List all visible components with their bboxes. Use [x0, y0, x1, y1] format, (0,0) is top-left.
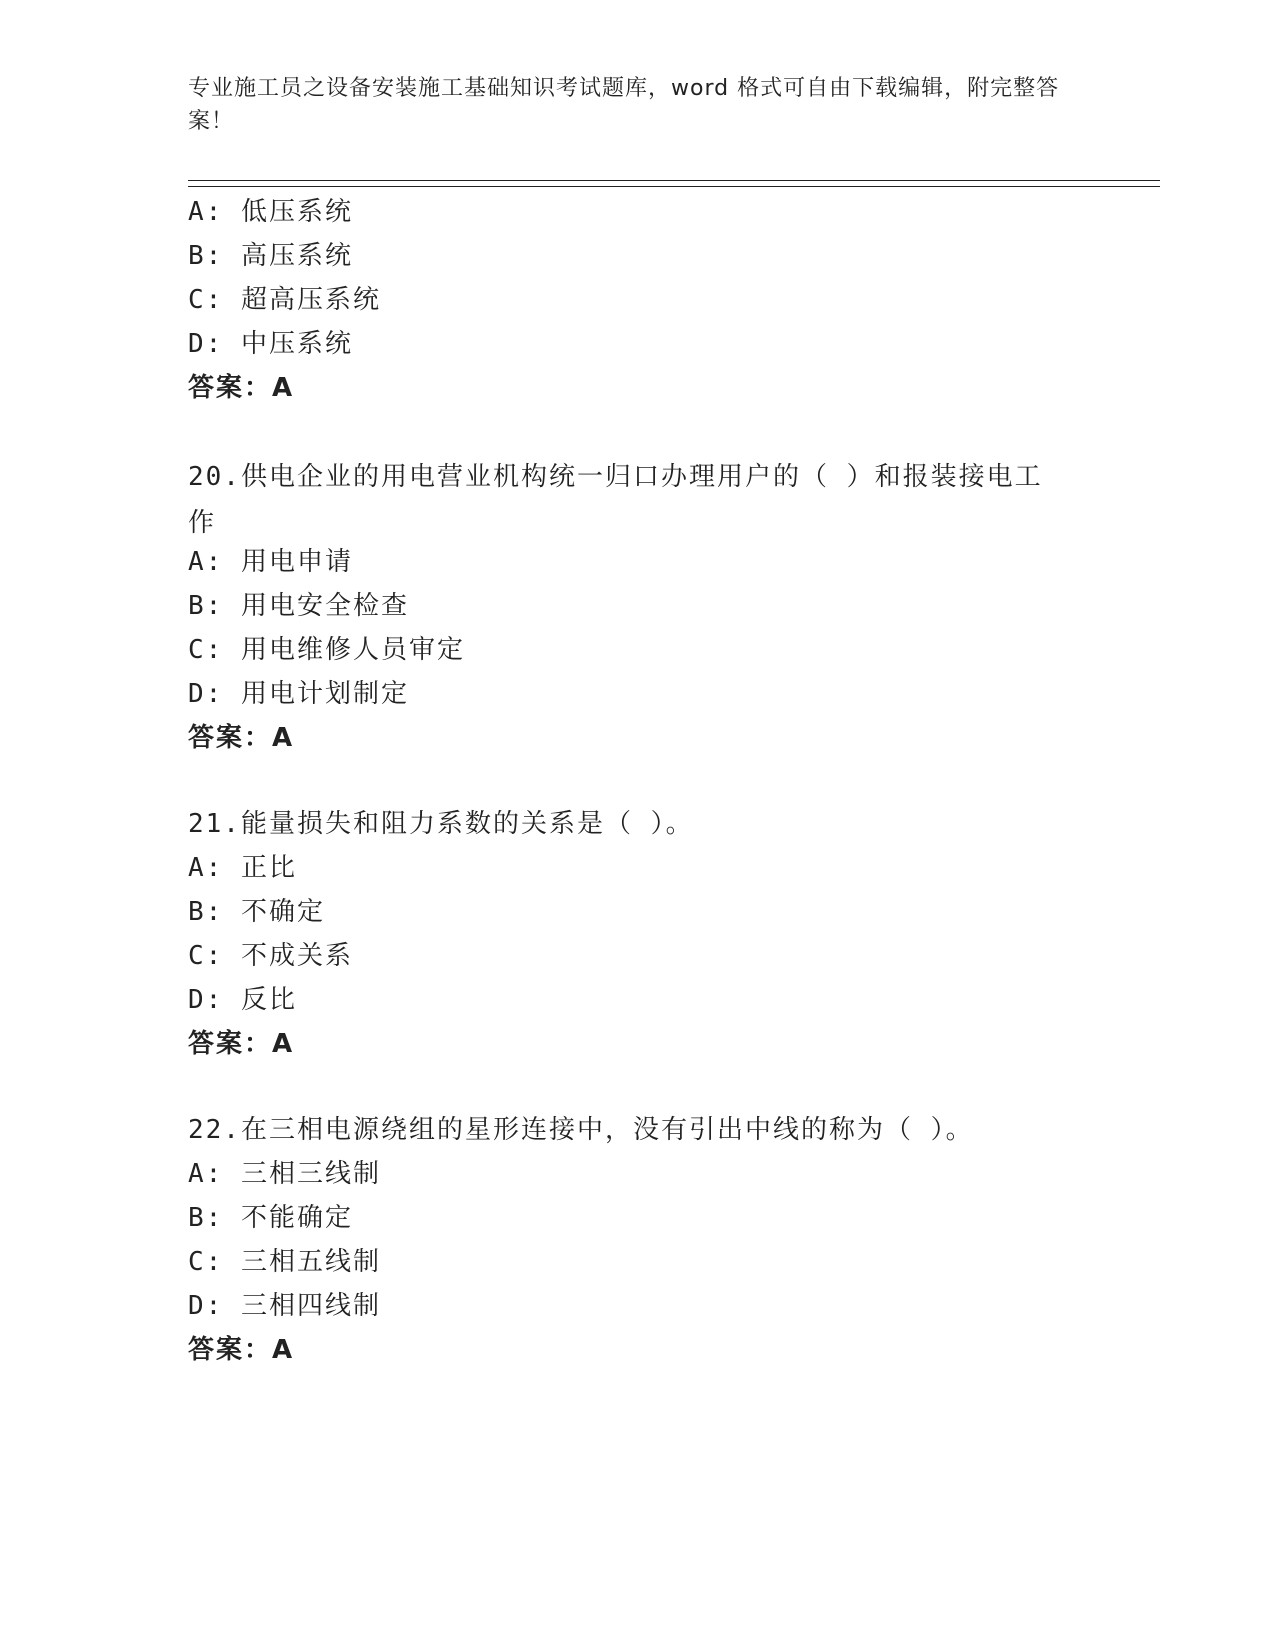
- prev-option-a: A: 低压系统: [188, 197, 353, 227]
- prev-option-c: C: 超高压系统: [188, 285, 381, 315]
- header-divider-bottom: [188, 186, 1160, 187]
- prev-answer: 答案：A: [188, 373, 295, 403]
- question-22-option-a: A: 三相三线制: [188, 1159, 381, 1189]
- question-21-stem: 21.能量损失和阻力系数的关系是（ ）。: [188, 809, 694, 839]
- question-20-option-d: D: 用电计划制定: [188, 679, 409, 709]
- question-22-option-d: D: 三相四线制: [188, 1291, 381, 1321]
- question-21-option-c: C: 不成关系: [188, 941, 353, 971]
- question-21-answer: 答案：A: [188, 1029, 295, 1059]
- question-20-option-b: B: 用电安全检查: [188, 591, 409, 621]
- document-header: 专业施工员之设备安装施工基础知识考试题库，word 格式可自由下载编辑，附完整答案！: [188, 76, 1060, 134]
- prev-option-b: B: 高压系统: [188, 241, 353, 271]
- question-21-option-a: A: 正比: [188, 853, 297, 883]
- question-22-stem: 22.在三相电源绕组的星形连接中，没有引出中线的称为（ ）。: [188, 1115, 974, 1145]
- question-20-option-c: C: 用电维修人员审定: [188, 635, 465, 665]
- question-20-answer: 答案：A: [188, 723, 295, 753]
- question-22-option-c: C: 三相五线制: [188, 1247, 381, 1277]
- question-22-option-b: B: 不能确定: [188, 1203, 353, 1233]
- header-divider-top: [188, 180, 1160, 181]
- prev-option-d: D: 中压系统: [188, 329, 353, 359]
- question-20-stem: 20.供电企业的用电营业机构统一归口办理用户的（ ）和报装接电工作: [188, 462, 1043, 538]
- question-22-answer: 答案：A: [188, 1335, 295, 1365]
- question-21-option-b: B: 不确定: [188, 897, 325, 927]
- question-20-option-a: A: 用电申请: [188, 547, 353, 577]
- question-21-option-d: D: 反比: [188, 985, 297, 1015]
